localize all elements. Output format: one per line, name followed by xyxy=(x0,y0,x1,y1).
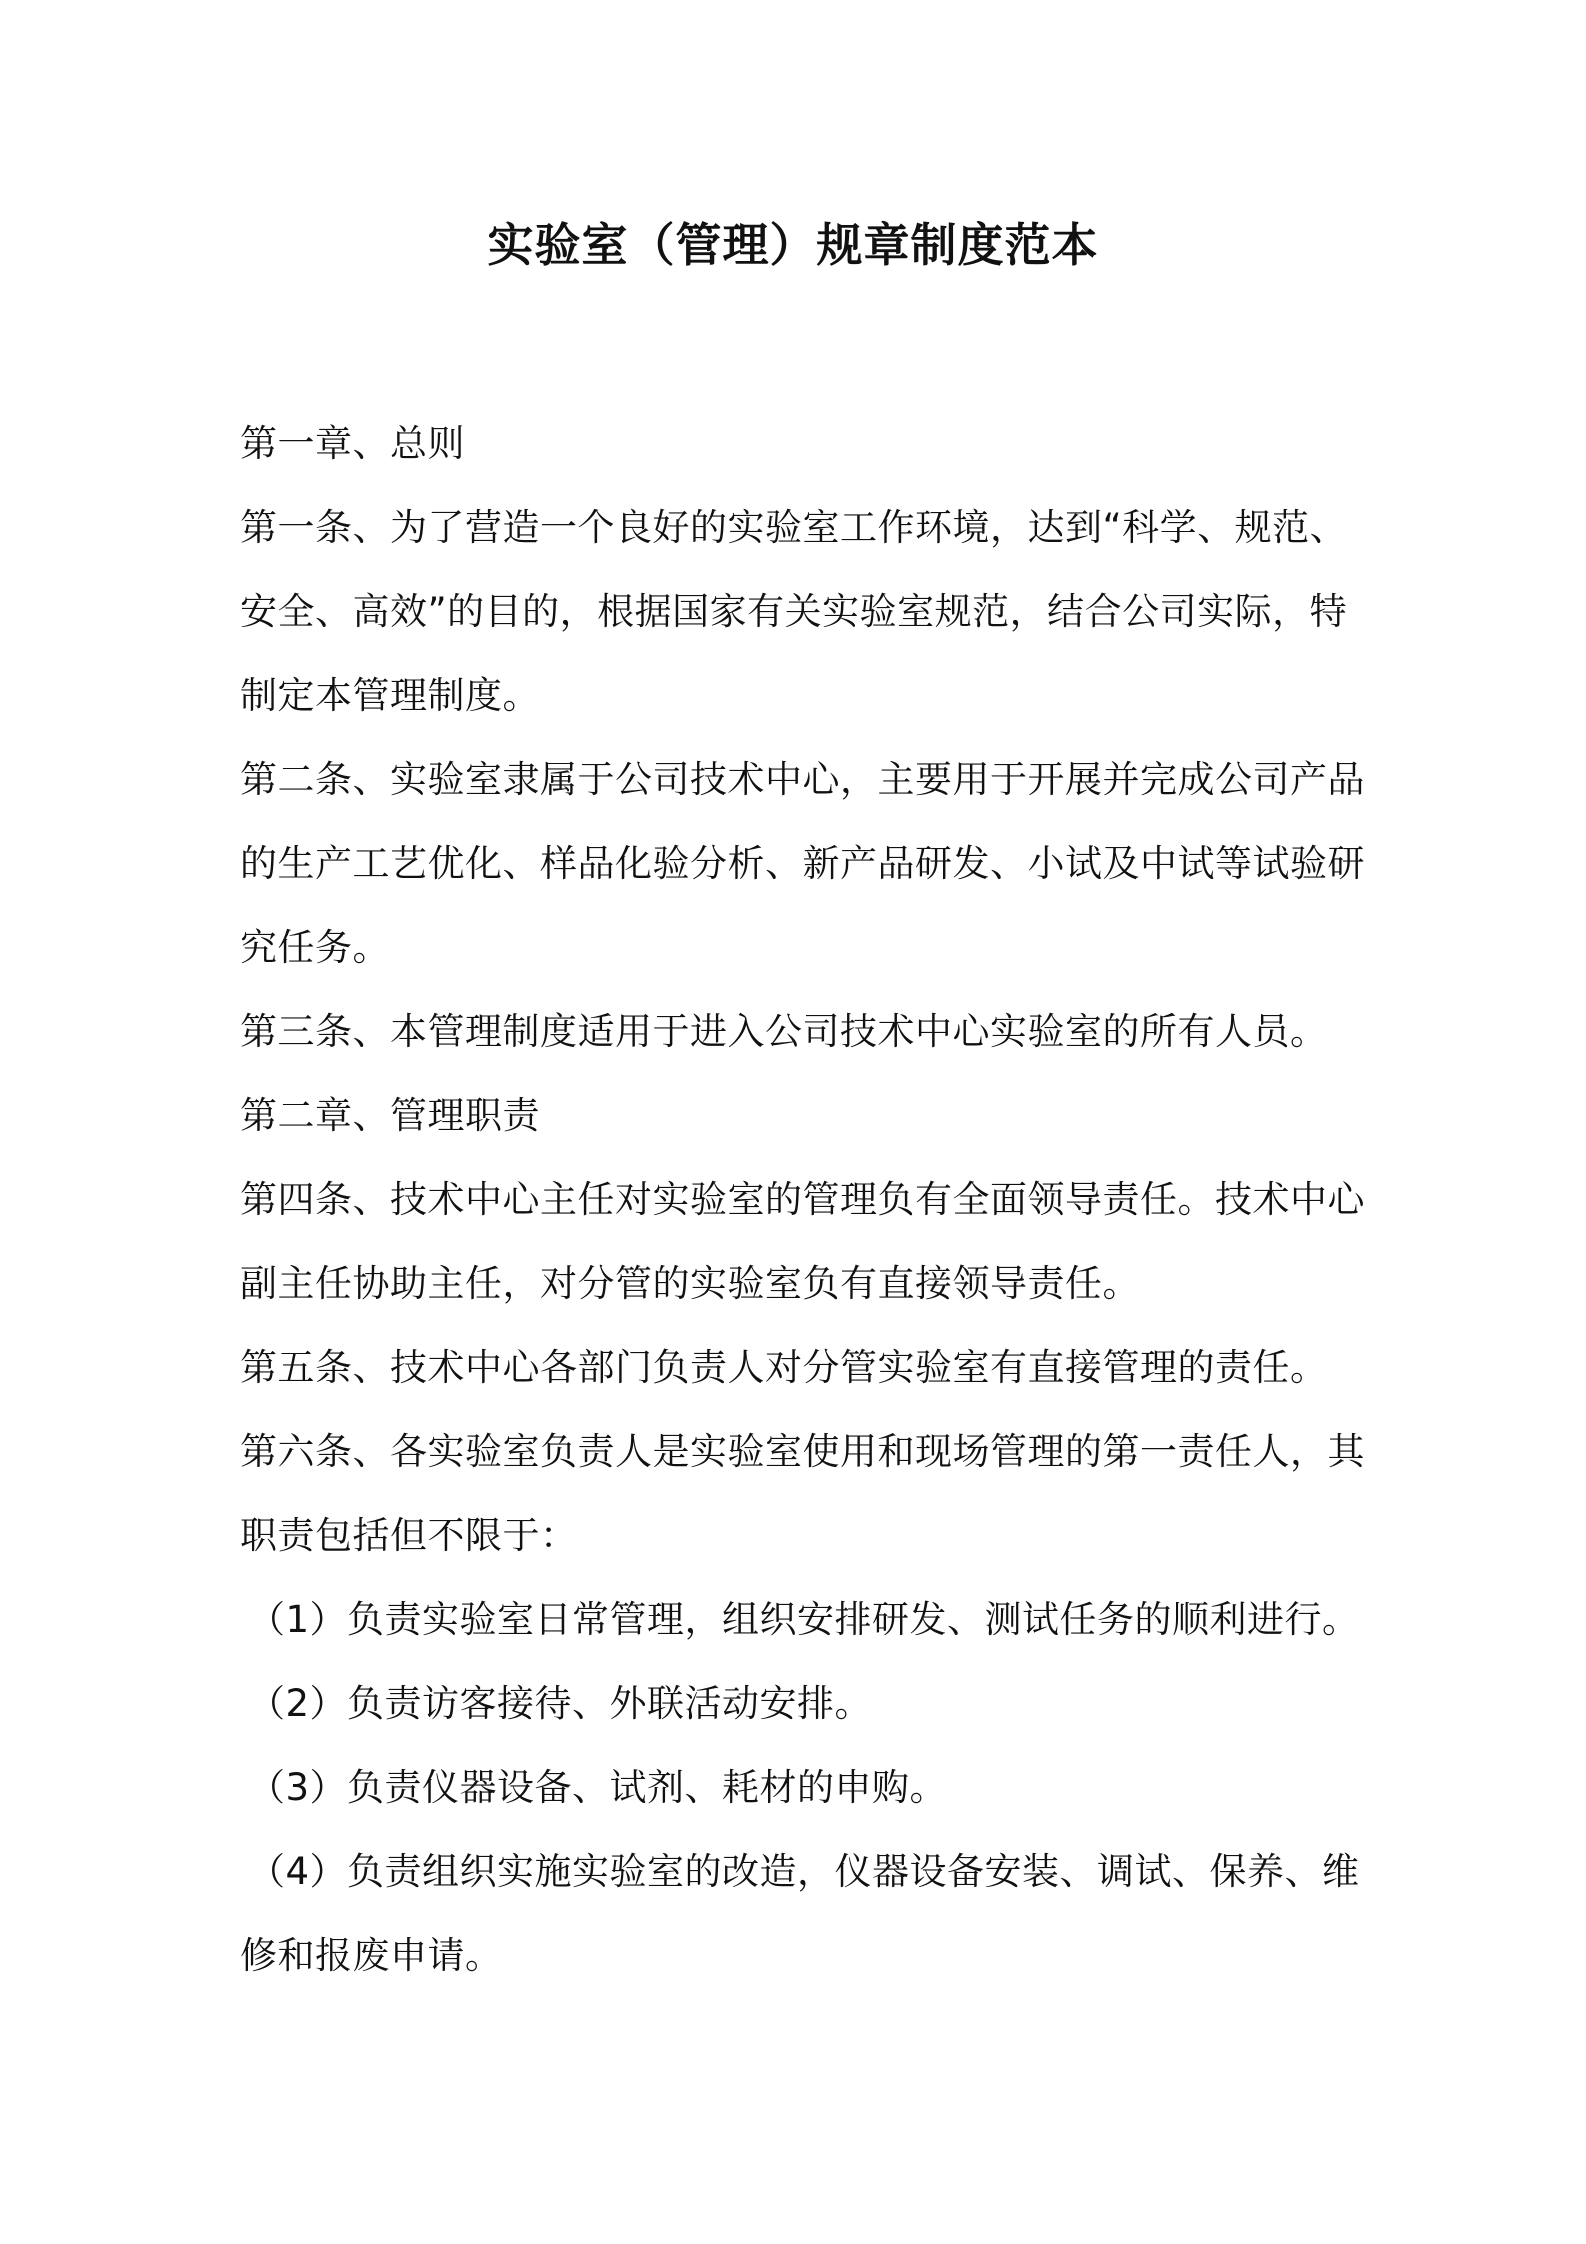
article-4-line-2: 副主任协助主任，对分管的实验室负有直接领导责任。 xyxy=(240,1262,1140,1305)
duty-item-3: （3）负责仪器设备、试剂、耗材的申购。 xyxy=(248,1766,948,1809)
duty-item-4-line-1: （4）负责组织实施实验室的改造，仪器设备安装、调试、保养、维 xyxy=(248,1850,1360,1893)
article-1-line-2: 安全、高效”的目的，根据国家有关实验室规范，结合公司实际，特 xyxy=(240,590,1348,633)
article-2-line-1: 第二条、实验室隶属于公司技术中心，主要用于开展并完成公司产品 xyxy=(240,758,1365,801)
article-2-line-3: 究任务。 xyxy=(240,926,390,969)
duty-item-4-line-2: 修和报废申请。 xyxy=(240,1934,503,1977)
article-4-line-1: 第四条、技术中心主任对实验室的管理负有全面领导责任。技术中心 xyxy=(240,1178,1365,1221)
article-1-line-1: 第一条、为了营造一个良好的实验室工作环境，达到“科学、规范、 xyxy=(240,506,1348,549)
chapter-1-heading: 第一章、总则 xyxy=(240,422,465,465)
article-1-line-3: 制定本管理制度。 xyxy=(240,674,540,717)
article-2-line-2: 的生产工艺优化、样品化验分析、新产品研发、小试及中试等试验研 xyxy=(240,842,1365,885)
article-6-line-1: 第六条、各实验室负责人是实验室使用和现场管理的第一责任人，其 xyxy=(240,1430,1365,1473)
article-5-line-1: 第五条、技术中心各部门负责人对分管实验室有直接管理的责任。 xyxy=(240,1346,1328,1389)
article-6-line-2: 职责包括但不限于： xyxy=(240,1514,578,1557)
document-title: 实验室（管理）规章制度范本 xyxy=(487,218,1099,272)
article-3-line-1: 第三条、本管理制度适用于进入公司技术中心实验室的所有人员。 xyxy=(240,1010,1328,1053)
duty-item-1: （1）负责实验室日常管理，组织安排研发、测试任务的顺利进行。 xyxy=(248,1598,1360,1641)
duty-item-2: （2）负责访客接待、外联活动安排。 xyxy=(248,1682,873,1725)
chapter-2-heading: 第二章、管理职责 xyxy=(240,1094,540,1137)
document-body xyxy=(240,402,1365,1998)
